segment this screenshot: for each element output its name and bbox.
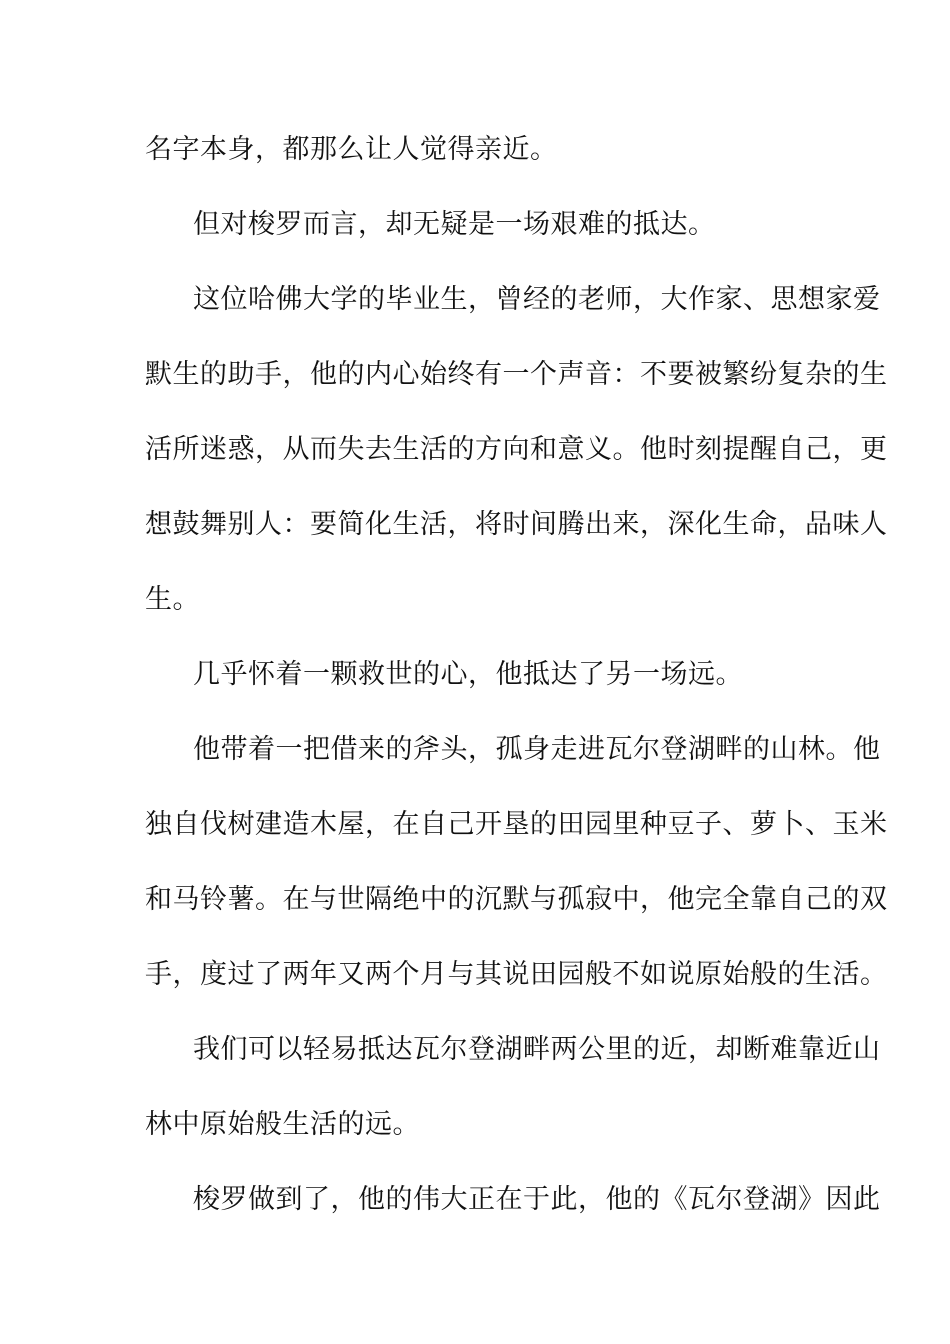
paragraph-line: 这位哈佛大学的毕业生，曾经的老师，大作家、思想家爱 [193,284,881,315]
paragraph-line: 但对梭罗而言，却无疑是一场艰难的抵达。 [193,209,716,240]
paragraph-line: 梭罗做到了，他的伟大正在于此，他的《瓦尔登湖》因此 [193,1184,881,1215]
paragraph-line: 我们可以轻易抵达瓦尔登湖畔两公里的近，却断难靠近山 [193,1034,881,1065]
text-line: 和马铃薯。在与世隔绝中的沉默与孤寂中，他完全靠自己的双 [145,884,888,915]
text-line: 活所迷惑，从而失去生活的方向和意义。他时刻提醒自己，更 [145,434,888,465]
text-line: 林中原始般生活的远。 [145,1109,420,1140]
text-line: 名字本身，都那么让人觉得亲近。 [145,134,558,165]
text-line: 生。 [145,584,200,615]
text-line: 默生的助手，他的内心始终有一个声音：不要被繁纷复杂的生 [145,359,888,390]
text-line: 独自伐树建造木屋，在自己开垦的田园里种豆子、萝卜、玉米 [145,809,888,840]
paragraph-line: 几乎怀着一颗救世的心，他抵达了另一场远。 [193,659,743,690]
paragraph-line: 他带着一把借来的斧头，孤身走进瓦尔登湖畔的山林。他 [193,734,881,765]
text-line: 手，度过了两年又两个月与其说田园般不如说原始般的生活。 [145,959,888,990]
text-line: 想鼓舞别人：要简化生活，将时间腾出来，深化生命，品味人 [145,509,888,540]
